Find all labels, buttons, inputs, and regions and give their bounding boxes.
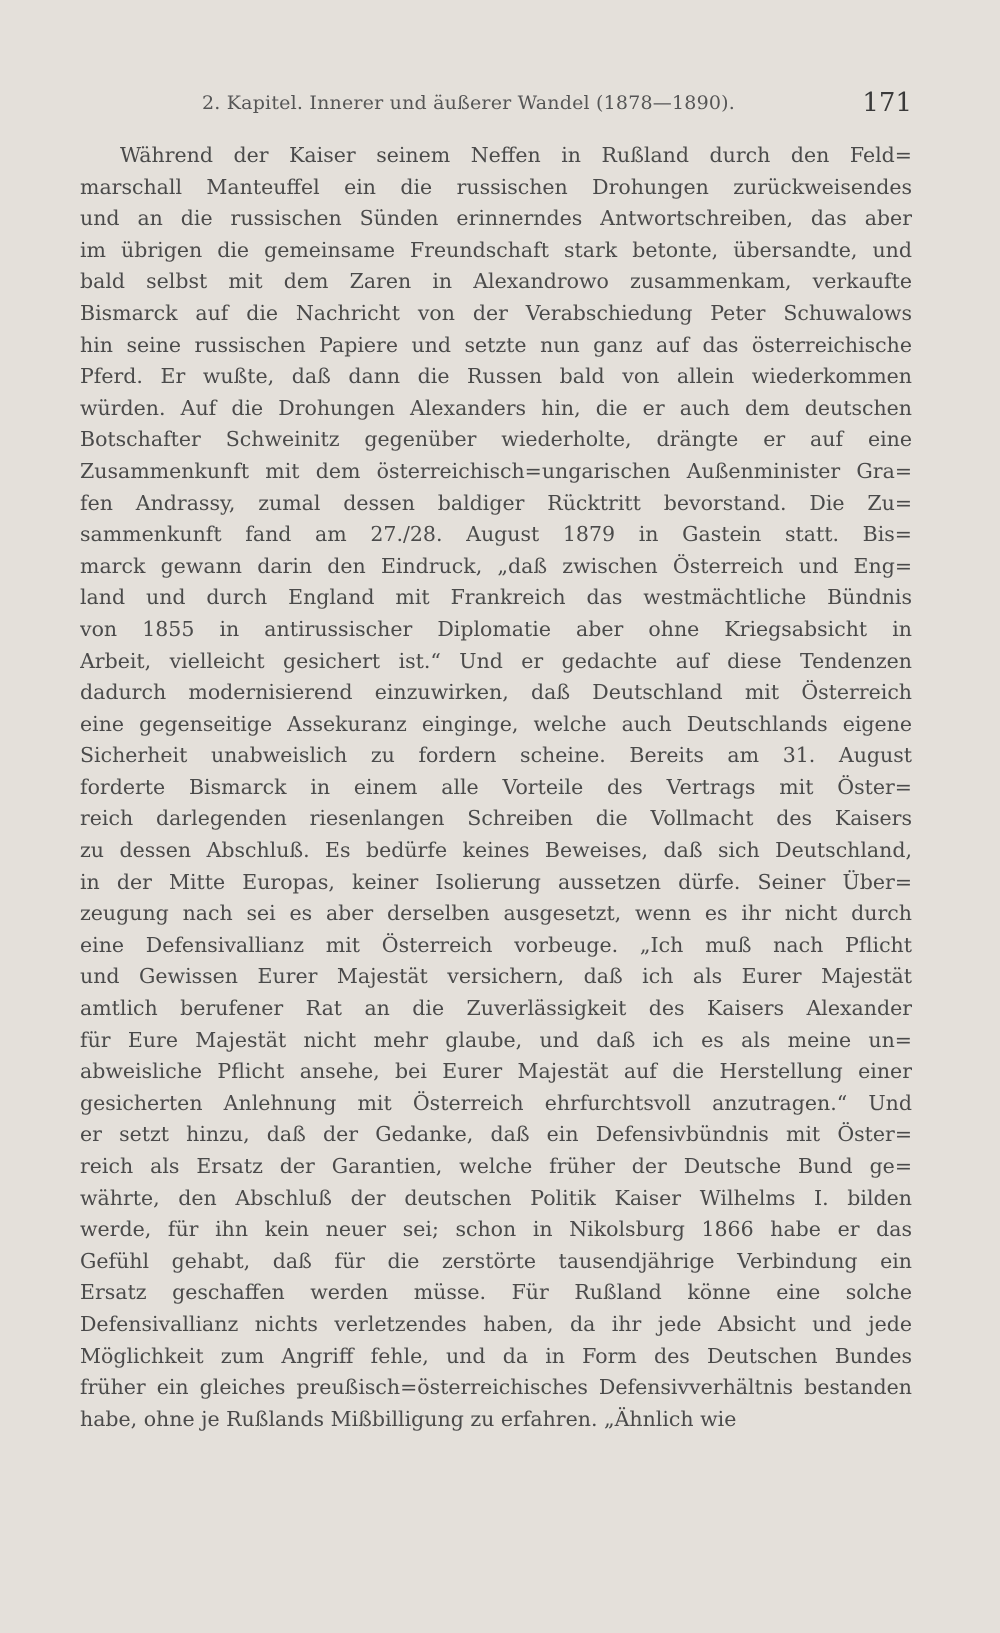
running-header	[202, 88, 912, 122]
text-line: Defensivallianz nichts verletzendes haben, da ihr jede Absicht und jede	[80, 1311, 912, 1336]
text-line: Möglichkeit zum Angriff fehle, und da in Form des Deutschen Bundes	[80, 1343, 912, 1368]
text-line: zu dessen Abschluß. Es bedürfe keines Beweises, daß sich Deutschland,	[80, 838, 912, 863]
text-line: werde, für ihn kein neuer sei; schon in Nikolsburg 1866 habe er das	[80, 1217, 912, 1242]
text-line: Pferd. Er wußte, daß dann die Russen bald von allein wiederkommen	[80, 364, 912, 389]
text-line: hin seine russischen Papiere und setzte nun ganz auf das österreichische	[80, 332, 912, 357]
chapter-header: 2. Kapitel. Innerer und äußerer Wandel (1878—1890).	[202, 92, 735, 114]
text-line: abweisliche Pflicht ansehe, bei Eurer Majestät auf die Herstellung einer	[80, 1059, 912, 1084]
text-line: land und durch England mit Frankreich das westmächtliche Bündnis	[80, 585, 912, 610]
text-line: Arbeit, vielleicht gesichert ist.“ Und er gedachte auf diese Tendenzen	[80, 648, 912, 673]
text-line: in der Mitte Europas, keiner Isolierung aussetzen dürfe. Seiner Über=	[80, 869, 912, 894]
text-line: eine Defensivallianz mit Österreich vorbeuge. „Ich muß nach Pflicht	[80, 932, 912, 957]
text-line: Zusammenkunft mit dem österreichisch=ungarischen Außenminister Gra=	[80, 458, 912, 483]
text-line: fen Andrassy, zumal dessen baldiger Rücktritt bevorstand. Die Zu=	[80, 490, 912, 515]
text-line: reich als Ersatz der Garantien, welche früher der Deutsche Bund ge=	[80, 1154, 912, 1178]
text-line: früher ein gleiches preußisch=österreichisches Defensivverhältnis bestanden	[80, 1375, 912, 1400]
text-line: Sicherheit unabweislich zu fordern scheine. Bereits am 31. August	[80, 743, 912, 768]
text-line: und Gewissen Eurer Majestät versichern, daß ich als Eurer Majestät	[80, 964, 912, 989]
text-line: amtlich berufener Rat an die Zuverlässigkeit des Kaisers Alexander	[80, 996, 912, 1021]
text-line: im übrigen die gemeinsame Freundschaft stark betonte, übersandte, und	[80, 237, 912, 262]
text-line: Während der Kaiser seinem Neffen in Rußland durch den Feld=	[120, 143, 912, 167]
text-line: sammenkunft fand am 27./28. August 1879 in Gastein statt. Bis=	[80, 522, 912, 547]
text-line: Botschafter Schweinitz gegenüber wiederholte, drängte er auf eine	[80, 427, 912, 452]
text-line: forderte Bismarck in einem alle Vorteile des Vertrags mit Öster=	[80, 774, 912, 799]
text-line: zeugung nach sei es aber derselben ausgesetzt, wenn es ihr nicht durch	[80, 901, 912, 926]
text-line: gesicherten Anlehnung mit Österreich ehrfurchtsvoll anzutragen.“ Und	[80, 1090, 912, 1115]
text-line: und an die russischen Sünden erinnerndes Antwortschreiben, das aber	[80, 206, 912, 231]
body-text	[80, 140, 912, 1435]
text-line: dadurch modernisierend einzuwirken, daß Deutschland mit Österreich	[80, 680, 912, 705]
text-line: habe, ohne je Rußlands Mißbilligung zu erfahren. „Ähnlich wie	[80, 1406, 737, 1431]
text-line: marck gewann darin den Eindruck, „daß zwischen Österreich und Eng=	[80, 553, 912, 578]
text-line: für Eure Majestät nicht mehr glaube, und daß ich es als meine un=	[80, 1027, 912, 1052]
text-line: Ersatz geschaffen werden müsse. Für Rußland könne eine solche	[80, 1280, 912, 1305]
text-line: eine gegenseitige Assekuranz einginge, welche auch Deutschlands eigene	[80, 711, 912, 736]
text-line: reich darlegenden riesenlangen Schreiben die Vollmacht des Kaisers	[80, 806, 912, 831]
text-line: würden. Auf die Drohungen Alexanders hin, die er auch dem deutschen	[80, 395, 912, 420]
text-line: er setzt hinzu, daß der Gedanke, daß ein Defensivbündnis mit Öster=	[80, 1122, 912, 1147]
text-line: Gefühl gehabt, daß für die zerstörte tausendjährige Verbindung ein	[80, 1248, 912, 1273]
text-line: bald selbst mit dem Zaren in Alexandrowo zusammenkam, verkaufte	[80, 269, 912, 294]
text-line: währte, den Abschluß der deutschen Politik Kaiser Wilhelms I. bilden	[80, 1185, 912, 1210]
text-line: von 1855 in antirussischer Diplomatie aber ohne Kriegsabsicht in	[80, 616, 912, 641]
page-number: 171	[862, 88, 912, 118]
text-line: marschall Manteuffel ein die russischen Drohungen zurückweisendes	[80, 174, 912, 199]
text-line: Bismarck auf die Nachricht von der Verabschiedung Peter Schuwalows	[80, 300, 912, 325]
